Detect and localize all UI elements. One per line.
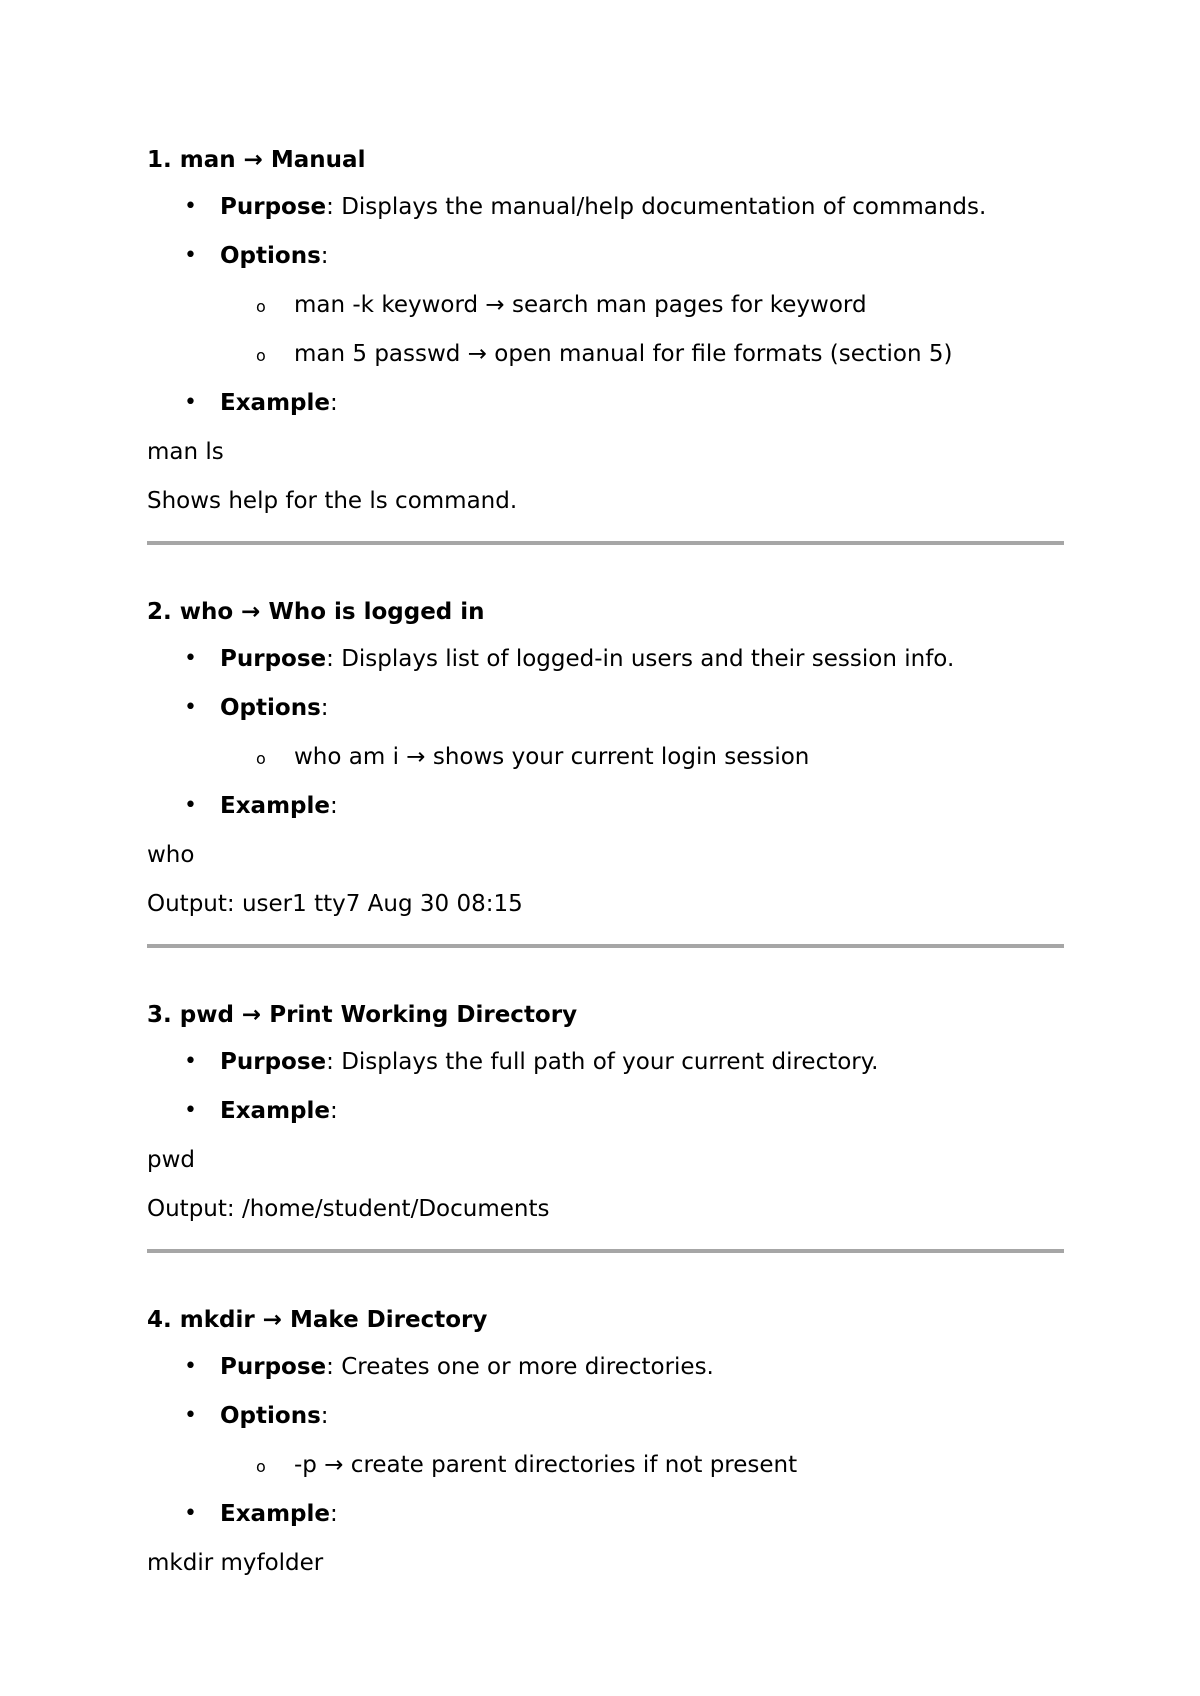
options-label: Options — [220, 695, 321, 721]
purpose-item — [147, 634, 1064, 683]
example-label: Example — [220, 793, 330, 819]
bullet-dot-icon: • — [184, 793, 197, 818]
options-item — [147, 231, 1064, 280]
bullet-dot-icon: • — [184, 1098, 197, 1123]
example-command: man ls — [147, 439, 224, 465]
purpose-text: : Displays the manual/help documentation of commands. — [326, 194, 987, 220]
purpose-label: Purpose — [220, 194, 327, 220]
bullet-dot-icon: • — [184, 646, 197, 671]
example-item — [147, 1489, 1064, 1538]
options-item — [147, 1391, 1064, 1440]
options-item — [147, 683, 1064, 732]
colon: : — [329, 390, 338, 416]
circle-bullet-icon: o — [256, 749, 266, 768]
example-note: Shows help for the ls command. — [147, 488, 518, 514]
section-heading: 4. mkdir → Make Directory — [147, 1307, 488, 1333]
example-command: mkdir myfolder — [147, 1550, 324, 1576]
bullet-dot-icon: • — [184, 390, 197, 415]
purpose-label: Purpose — [220, 646, 327, 672]
bullet-dot-icon: • — [184, 695, 197, 720]
option-text: man 5 passwd → open manual for file formats (section 5) — [294, 341, 953, 367]
circle-bullet-icon: o — [256, 346, 266, 365]
purpose-text: : Displays list of logged-in users and their session info. — [326, 646, 955, 672]
colon: : — [320, 243, 329, 269]
bullet-dot-icon: • — [184, 1403, 197, 1428]
horizontal-divider — [147, 1249, 1064, 1253]
bullet-dot-icon: • — [184, 194, 197, 219]
purpose-item — [147, 182, 1064, 231]
horizontal-divider — [147, 944, 1064, 948]
colon: : — [329, 1501, 338, 1527]
circle-bullet-icon: o — [256, 297, 266, 316]
option-item — [147, 732, 1064, 781]
purpose-item — [147, 1037, 1064, 1086]
example-item — [147, 378, 1064, 427]
example-item — [147, 781, 1064, 830]
bullet-dot-icon: • — [184, 243, 197, 268]
example-item — [147, 1086, 1064, 1135]
section-mkdir — [147, 1298, 1064, 1587]
options-label: Options — [220, 1403, 321, 1429]
horizontal-divider — [147, 541, 1064, 545]
section-who — [147, 590, 1064, 948]
colon: : — [329, 1098, 338, 1124]
bullet-dot-icon: • — [184, 1501, 197, 1526]
example-label: Example — [220, 1098, 330, 1124]
example-note: Output: /home/student/Documents — [147, 1196, 550, 1222]
colon: : — [320, 695, 329, 721]
option-item — [147, 1440, 1064, 1489]
option-text: man -k keyword → search man pages for keyword — [294, 292, 867, 318]
document-page — [147, 138, 1064, 1587]
example-command: pwd — [147, 1147, 196, 1173]
colon: : — [329, 793, 338, 819]
option-item — [147, 280, 1064, 329]
option-text: who am i → shows your current login session — [294, 744, 810, 770]
bullet-dot-icon: • — [184, 1049, 197, 1074]
purpose-label: Purpose — [220, 1354, 327, 1380]
example-label: Example — [220, 1501, 330, 1527]
purpose-label: Purpose — [220, 1049, 327, 1075]
bullet-dot-icon: • — [184, 1354, 197, 1379]
option-item — [147, 329, 1064, 378]
example-note: Output: user1 tty7 Aug 30 08:15 — [147, 891, 523, 917]
example-label: Example — [220, 390, 330, 416]
section-heading: 2. who → Who is logged in — [147, 599, 485, 625]
example-command: who — [147, 842, 195, 868]
purpose-item — [147, 1342, 1064, 1391]
colon: : — [320, 1403, 329, 1429]
options-label: Options — [220, 243, 321, 269]
purpose-text: : Displays the full path of your current directory. — [326, 1049, 879, 1075]
purpose-text: : Creates one or more directories. — [326, 1354, 714, 1380]
option-text: -p → create parent directories if not present — [294, 1452, 798, 1478]
section-pwd — [147, 993, 1064, 1253]
section-man — [147, 138, 1064, 545]
section-heading: 1. man → Manual — [147, 147, 366, 173]
section-heading: 3. pwd → Print Working Directory — [147, 1002, 578, 1028]
circle-bullet-icon: o — [256, 1457, 266, 1476]
